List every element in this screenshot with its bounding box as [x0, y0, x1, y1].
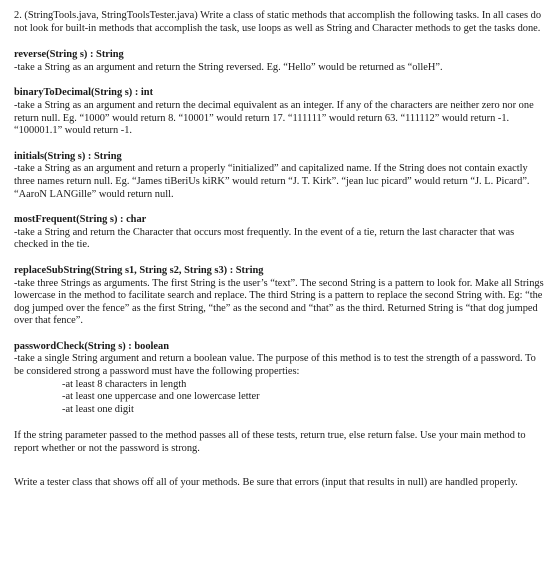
- password-property: -at least 8 characters in length: [62, 378, 187, 390]
- method-description: -take a String as an argument and return a properly “initialized” and capitalized name. If the String does not contain exactly three names return null. Eg. “James tiBeriUs kiRK” would return “J. T. Kirk”. “jean luc picard” would return “J. L. Picard”. “AaroN LANGille” would return null.: [14, 163, 530, 200]
- method-binary-to-decimal: [14, 87, 544, 137]
- password-property: -at least one uppercase and one lowercase letter: [62, 391, 260, 403]
- method-replace-substring: [14, 265, 544, 328]
- method-signature: binaryToDecimal(String s) : int: [14, 87, 154, 99]
- password-properties-list: [14, 379, 544, 417]
- method-initials: [14, 151, 544, 201]
- method-description: -take three Strings as arguments. The first String is the user’s “text”. The second String is a pattern to look for. Make all Strings lowercase in the method to facilitate search and replace. The third String is a pattern to replace the second String with. Eg: “the dog jumped over the fence” as the first String, “the” as the second and “that” as the third. Returned String is “that dog jumped over that fence”.: [14, 277, 544, 327]
- intro-paragraph: 2. (StringTools.java, StringToolsTester.java) Write a class of static methods that accomplish the following tasks. In all cases do not look for built-in methods that accomplish the task, use loops as well as String and Character methods to get the tasks done.: [14, 10, 542, 34]
- method-signature: initials(String s) : String: [14, 150, 122, 162]
- method-description: -take a single String argument and return a boolean value. The purpose of this method is to test the strength of a password. To be considered strong a password must have the following properties:: [14, 353, 536, 378]
- password-followup: If the string parameter passed to the method passes all of these tests, return true, else return false. Use your main method to report whether or not the password is strong.: [14, 430, 526, 455]
- method-signature: passwordCheck(String s) : boolean: [14, 340, 170, 352]
- assignment-document: [14, 10, 544, 489]
- method-reverse: [14, 49, 544, 74]
- method-description: -take a String as an argument and return the decimal equivalent as an integer. If any of the characters are neither zero nor one return null. Eg. “1000” would return 8. “10001” would return 17. “111111” would return 63. “111112” would return -1. “100001.1” would return -1.: [14, 99, 534, 137]
- method-signature: replaceSubString(String s1, String s2, String s3) : String: [14, 264, 264, 276]
- method-signature: mostFrequent(String s) : char: [14, 214, 147, 226]
- method-most-frequent: [14, 214, 544, 252]
- password-property: -at least one digit: [62, 403, 134, 415]
- tester-note: Write a tester class that shows off all of your methods. Be sure that errors (input that results in null) are handled properly.: [14, 476, 518, 488]
- method-password-check: [14, 341, 544, 456]
- method-description: -take a String as an argument and return the String reversed. Eg. “Hello” would be returned as “olleH”.: [14, 61, 443, 73]
- method-signature: reverse(String s) : String: [14, 49, 124, 61]
- method-description: -take a String and return the Character that occurs most frequently. In the event of a tie, return the last character that was checked in the tie.: [14, 226, 515, 251]
